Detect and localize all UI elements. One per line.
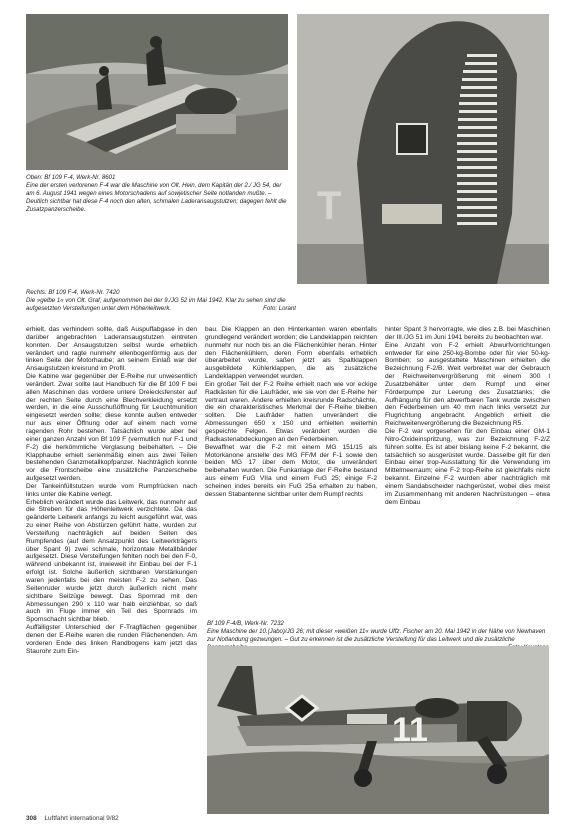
photo-tail-yellow-1	[297, 14, 549, 284]
text-column-2	[205, 326, 377, 608]
photo-crashed-bf109-f4	[26, 14, 288, 170]
caption-top-right-text: Die »gelbe 1« von Olt. Graf, aufgenommen bei der 9./JG 52 im Mai 1942. Klar zu sehen sind die aufgesetzten Versteifungen unter dem Höhenleitwerk.	[26, 297, 286, 312]
text-column-1	[26, 326, 197, 806]
tail-marking-text: T	[317, 184, 342, 228]
paragraph: Die F-2 war vorgesehen für den Einbau einer GM-1 Nitro-Oxideinspritzung, was zur Bezeichnung F-2/Z führen sollte. Es ist aber bislang keine F-2 bekannt, die tatsächlich so ausgerüstet wurde. Dasselbe gilt für den Einbau einer trop-Ausstattung für die Verwendung im Mittelmeerraum; eine F-2 trop-Reihe ist gleichfalls nicht bekannt. Einzelne F-2 wurden aber nachträglich mit einem Sandabscheider nachgerüstet, wobei dies meist im Zusammenhang mit anderen Nachrüstungen – etwa dem Einbau	[385, 427, 550, 506]
fuselage-number-text: 11	[392, 711, 428, 749]
photo-white-11-aircraft	[207, 646, 549, 814]
paragraph: Die Kabine war gegenüber der E-Reihe nur unwesentlich verändert. Zwar sollte laut Handbuch für die Bf 109 F bei allen Maschinen das vordere untere Dreiecksfenster auf der rechten Seite durch eine Blechverkleidung ersetzt werden, in die eine Ausschußöffnung für Leuchtmunition eingesetzt werden sollte; diese konnte außen entweder nur aus einer Öffnung oder auf einem nach vorne ragenden Rohr bestehen. Tatsächlich wurde aber bei einer ganzen Anzahl von Bf 109 F (vermutlich nur F-1 und F-2) die herkömmliche Verglasung beibehalten. – Die Klapphaube erhielt serienmäßig einen aus zwei Teilen bestehenden Ganzmetallkopfpanzer. Nachträglich konnte vor die Frontscheibe eine zusätzliche Panzerscheibe aufgesetzt werden.	[26, 373, 197, 483]
paragraph: Erheblich verändert wurde das Leitwerk, das nunmehr auf die Streben für das Höhenleitwerk verzichtete. Da das geänderte Leitwerk anfangs zu leicht ausgeführt war, was zu einer Reihe von Abstürzen geführt hatte, wurden zur Versteifung nachträglich auf beiden Seiten des Rumpfendes (auf dem Ansatzpunkt des Leitwerkträgers über Spant 9) zwei schmale, horizontale Metallbänder aufgesetzt. Diese Versteifungen fehlten noch bei den F-0, während unbekannt ist, inwieweit ihr Einbau bei der F-1 erfolgt ist. Solche äußerlich sichtbaren Verstärkungen waren jedenfalls bei den meisten F-2 zu sehen. Das Seitenruder wurde jetzt durch äußerlich nicht mehr sichtbare Seilzüge bewegt. Das Spornrad mit den Abmessungen 290 x 110 war halb einziehbar, so daß auch im Fluge immer ein Teil des Spornrads im Spornschacht sichtbar blieb.	[26, 498, 197, 624]
paragraph: hinter Spant 3 hervorragte, wie dies z.B. bei Maschinen der III./JG 51 im Juni 1941 bereits zu beobachten war.	[385, 326, 550, 341]
paragraph: Ein großer Teil der F-2 Reihe erhielt nach wie vor eckige Radkästen für die Laufräder, wie sie von der E-Reihe her vertraut waren. Andere erhielten kreisrunde Radschächte, die ein charakteristisches Merkmal der F-Reihe bleiben sollten. Die Laufräder hatten unverändert die Abmessungen 650 x 150 und erhielten weiterhin gespeichte Felgen. Etwas verändert wurden die Radkastenabdeckungen an den Federbeinen.	[205, 380, 377, 443]
caption-top-left-title: Oben: Bf 109 F-4, Werk-Nr. 8601	[26, 174, 116, 181]
paragraph: Eine Anzahl von F-2 erhielt Abwurfvorrichtungen entweder für eine 250-kg-Bombe oder für vier 50-kg-Bomben; so ausgestattete Maschinen erhielten die Bezeichnung F-2/B. Weit verbreitet war der Gebrauch der Reichweitenvergrößerung mit einem 300 l Zusatzbehälter unter dem Rumpf und einer Förderpumpe zur Leerung des Zusatztanks; die Aufhängung für den abwerfbaren Tank wurde zwischen den Federbeinen um 40 mm nach links versetzt zur Flugrichtung angebracht. Angeblich erhielt die Reichweitenvergrößerung die Bezeichnung R5.	[385, 341, 550, 428]
paragraph: Auffälligster Unterschied der F-Tragflächen gegenüber denen der E-Reihe waren die runden Flächenenden. Am vorderen Ende des linken Randbogens kam jetzt das Staurohr zum Ein-	[26, 624, 197, 655]
text-column-3	[385, 326, 550, 608]
caption-bottom-title: Bf 109 F-4/B, Werk-Nr. 7232	[207, 620, 284, 627]
paragraph: bau. Die Klappen an den Hinterkanten waren ebenfalls grundlegend verändert worden; die Landeklappen reichten nunmehr nur noch bis an die Flächenkühler heran. Hinter den Flächenkühlern, deren Form ebenfalls erheblich überarbeitet wurde, saßen jetzt als Spaltklappen ausgebildete Kühlerklappen, die als zusätzliche Landeklappen verwendet wurden.	[205, 326, 377, 381]
paragraph: erhielt, das verhindern sollte, daß Auspuffabgase in den darüber angebrachten Laderansaugstutzen eintreten konnten. Der Ansaugstutzen selbst wurde erheblich verändert und ragte nunmehr ellenbogenförmig aus der linken Seite der Motorhaube; an seinem Einlaß war der Ansaugstutzen kreisrund im Profil.	[26, 326, 197, 373]
publication-name: Luftfahrt international 9/82	[44, 815, 119, 822]
page-number: 308	[26, 815, 37, 822]
page-footer	[26, 815, 119, 822]
caption-bottom-text: Eine Maschine der 10.(Jabo)/JG 26; mit dieser »weißen 11« wurde Uffz. Fischer am 20. Mai 1942 in der Nähe von Newhaven zur Notlandung gezwungen. – Gut zu erkennen ist die zusätzliche Versteifung für das Leitwerk und die zusätzliche	[207, 628, 546, 643]
paragraph: Bewaffnet war die F-2 mit einem MG 151/15 als Motorkanone anstelle des MG FF/M der F-1 sowie den beiden MG 17 über dem Motor, die unverändert beibehalten wurden. Die Funkanlage der F-Reihe bestand aus einem FuG VIIa und einem FuG 25; einige F-2 scheinen indes bereits ein FuG 25a erhalten zu haben, dessen Stabantenne sichtbar unter dem Rumpf rechts	[205, 443, 377, 498]
paragraph: Der Tankeinfüllstutzen wurde vom Rumpfrücken nach links unter die Kabine verlegt.	[26, 482, 197, 498]
caption-top-left-text: Eine der ersten verlorenen F-4 war die Maschine von Olt. Hein, dem Kapitän der 2./ JG 54, der am 6. August 1941 wegen eines Motorschadens auf sowjetischer Seite notlanden mußte. – Deutlich sichtbar hat diese F-4 noch den alten, schmalen Laderansaugstutzen; dagegen fehlt die Zusatzpanzerscheibe.	[26, 182, 287, 213]
caption-top-right-title: Rechts: Bf 109 F-4, Werk-Nr. 7420	[26, 289, 120, 296]
caption-top-right	[26, 289, 296, 313]
caption-top-right-credit: Foto: Lorant	[263, 305, 296, 312]
caption-top-left	[26, 174, 288, 214]
